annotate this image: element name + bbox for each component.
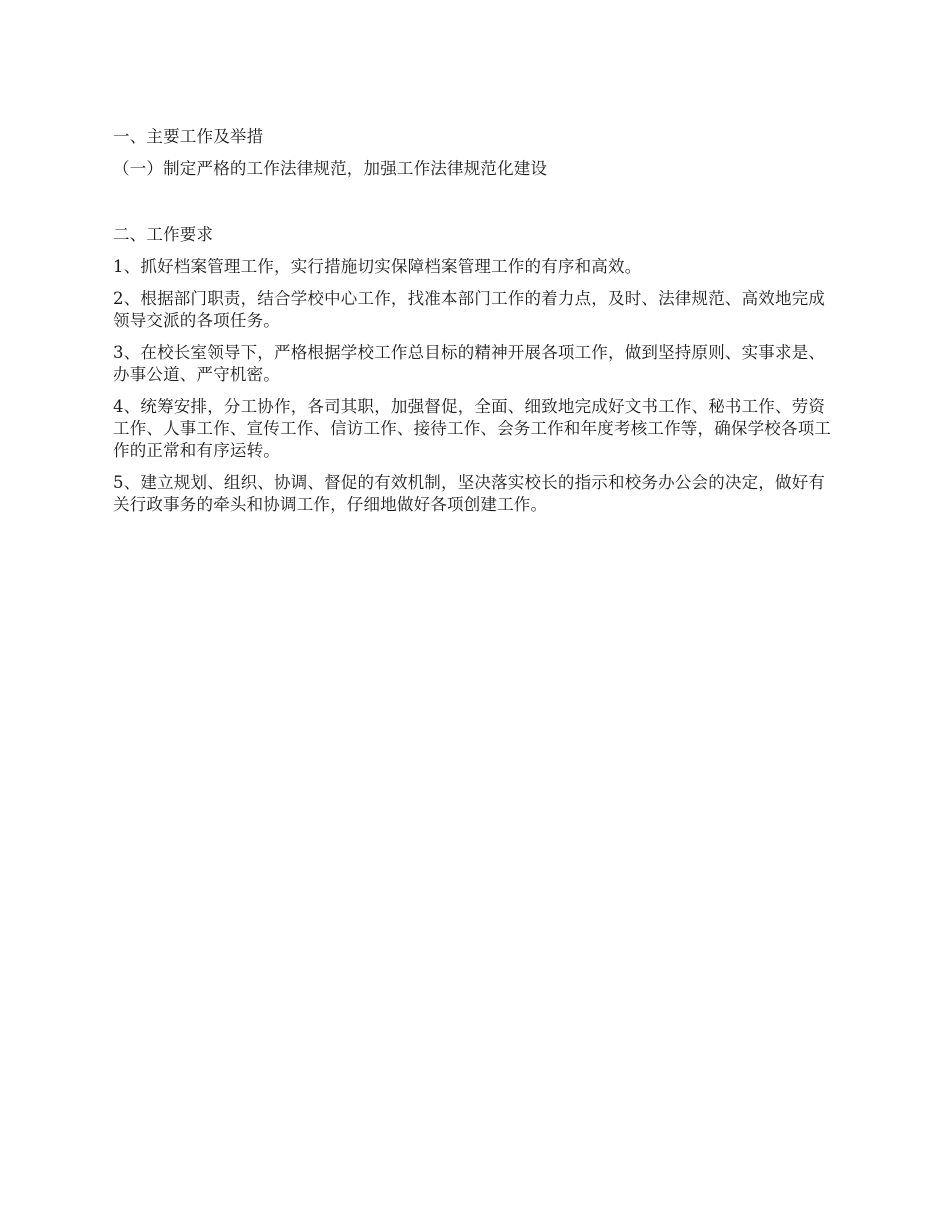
section-1-subheading: （一）制定严格的工作法律规范，加强工作法律规范化建设	[113, 159, 548, 178]
requirement-item-3: 3、在校长室领导下，严格根据学校工作总目标的精神开展各项工作，做到坚持原则、实事求是、办事公道、严守机密。	[113, 343, 826, 384]
section-1-heading: 一、主要工作及举措	[113, 127, 264, 146]
requirement-item-2: 2、根据部门职责，结合学校中心工作，找准本部门工作的着力点，及时、法律规范、高效地完成领导交派的各项任务。	[113, 289, 826, 330]
requirement-item-4: 4、统筹安排，分工协作，各司其职，加强督促，全面、细致地完成好文书工作、秘书工作、劳资工作、人事工作、宣传工作、信访工作、接待工作、会务工作和年度考核工作等，确保学校各项工作的正常和有序运转。	[113, 397, 832, 460]
requirement-item-1: 1、抓好档案管理工作，实行措施切实保障档案管理工作的有序和高效。	[113, 257, 642, 276]
requirement-item-5: 5、建立规划、组织、协调、督促的有效机制，坚决落实校长的指示和校务办公会的决定，做好有关行政事务的牵头和协调工作，仔细地做好各项创建工作。	[113, 473, 826, 514]
document-page	[113, 126, 835, 526]
section-2-heading: 二、工作要求	[113, 225, 214, 244]
